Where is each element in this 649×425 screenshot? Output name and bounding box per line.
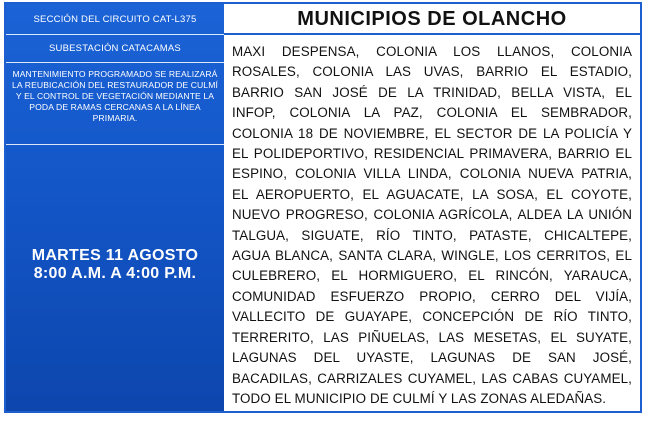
areas-line: COMUNIDAD ESFUERZO PROPIO, CERRO DEL VIJÍA, [232,288,632,304]
areas-line: TALGUA, SIGUATE, RÍO TINTO, PATASTE, CHICALTEPE, [232,227,632,243]
affected-areas-text [232,42,632,409]
areas-line: TERRERITO, LAS PIÑUELAS, LAS MESETAS, EL SUYATE, [232,329,632,345]
areas-line: LAGUNAS DEL UYASTE, LAGUNAS DE SAN JOSÉ, [232,350,632,366]
schedule-block [6,247,224,283]
areas-line: EL AEROPUERTO, EL AGUACATE, LA SOSA, EL COYOTE, [232,186,632,202]
sidebar-panel [6,4,224,411]
areas-line: CULEBRERO, EL HORMIGUERO, EL RINCÓN, YARAUCA, [232,268,632,284]
areas-line: TODO EL MUNICIPIO DE CULMÍ Y LAS ZONAS ALEDAÑAS. [232,390,607,406]
areas-line: ESPINO, COLONIA VILLA LINDA, COLONIA NUEVA PATRIA, [232,166,632,182]
schedule-date: MARTES 11 AGOSTO [31,247,199,264]
substation-label: SUBESTACIÓN CATACAMAS [6,35,224,63]
areas-line: NUEVO PROGRESO, COLONIA AGRÍCOLA, ALDEA LA UNIÓN [232,207,632,223]
page-title: MUNICIPIOS DE OLANCHO [224,4,640,35]
areas-line: BACADILAS, CARRIZALES CUYAMEL, LAS CABAS CUYAMEL, [232,370,632,386]
outage-notice-card [4,2,642,413]
areas-line: ROSALES, COLONIA LAS UVAS, BARRIO EL ESTADIO, [232,64,632,80]
areas-line: VALLECITO DE GUAYAPE, CONCEPCIÓN DE RÍO TINTO, [232,309,632,325]
areas-line: EL POLIDEPORTIVO, RESIDENCIAL PRIMAVERA, BARRIO EL [232,146,632,162]
areas-line: COLONIA 18 DE NOVIEMBRE, EL SECTOR DE LA POLICÍA Y [232,125,632,141]
schedule-time: 8:00 A.M. A 4:00 P.M. [33,265,197,282]
areas-line: MAXI DESPENSA, COLONIA LOS LLANOS, COLONIA [232,44,632,59]
circuit-label: SECCIÓN DEL CIRCUITO CAT-L375 [6,4,224,35]
areas-line: BARRIO SAN JOSÉ DE LA TRINIDAD, BELLA VISTA, EL [232,84,632,100]
areas-line: INFOP, COLONIA LA PAZ, COLONIA EL SEMBRADOR, [232,105,632,121]
maintenance-description: MANTENIMIENTO PROGRAMADO SE REALIZARÁ LA REUBICACIÓN DEL RESTAURADOR DE CULMÍ Y EL CONTROL DE VEGETACIÓN MEDIANTE LA PODA DE RAMAS CERCANAS A LA LÍNEA PRIMARIA. [6,63,224,145]
areas-line: AGUA BLANCA, SANTA CLARA, WINGLE, LOS CERRITOS, EL [232,248,632,264]
